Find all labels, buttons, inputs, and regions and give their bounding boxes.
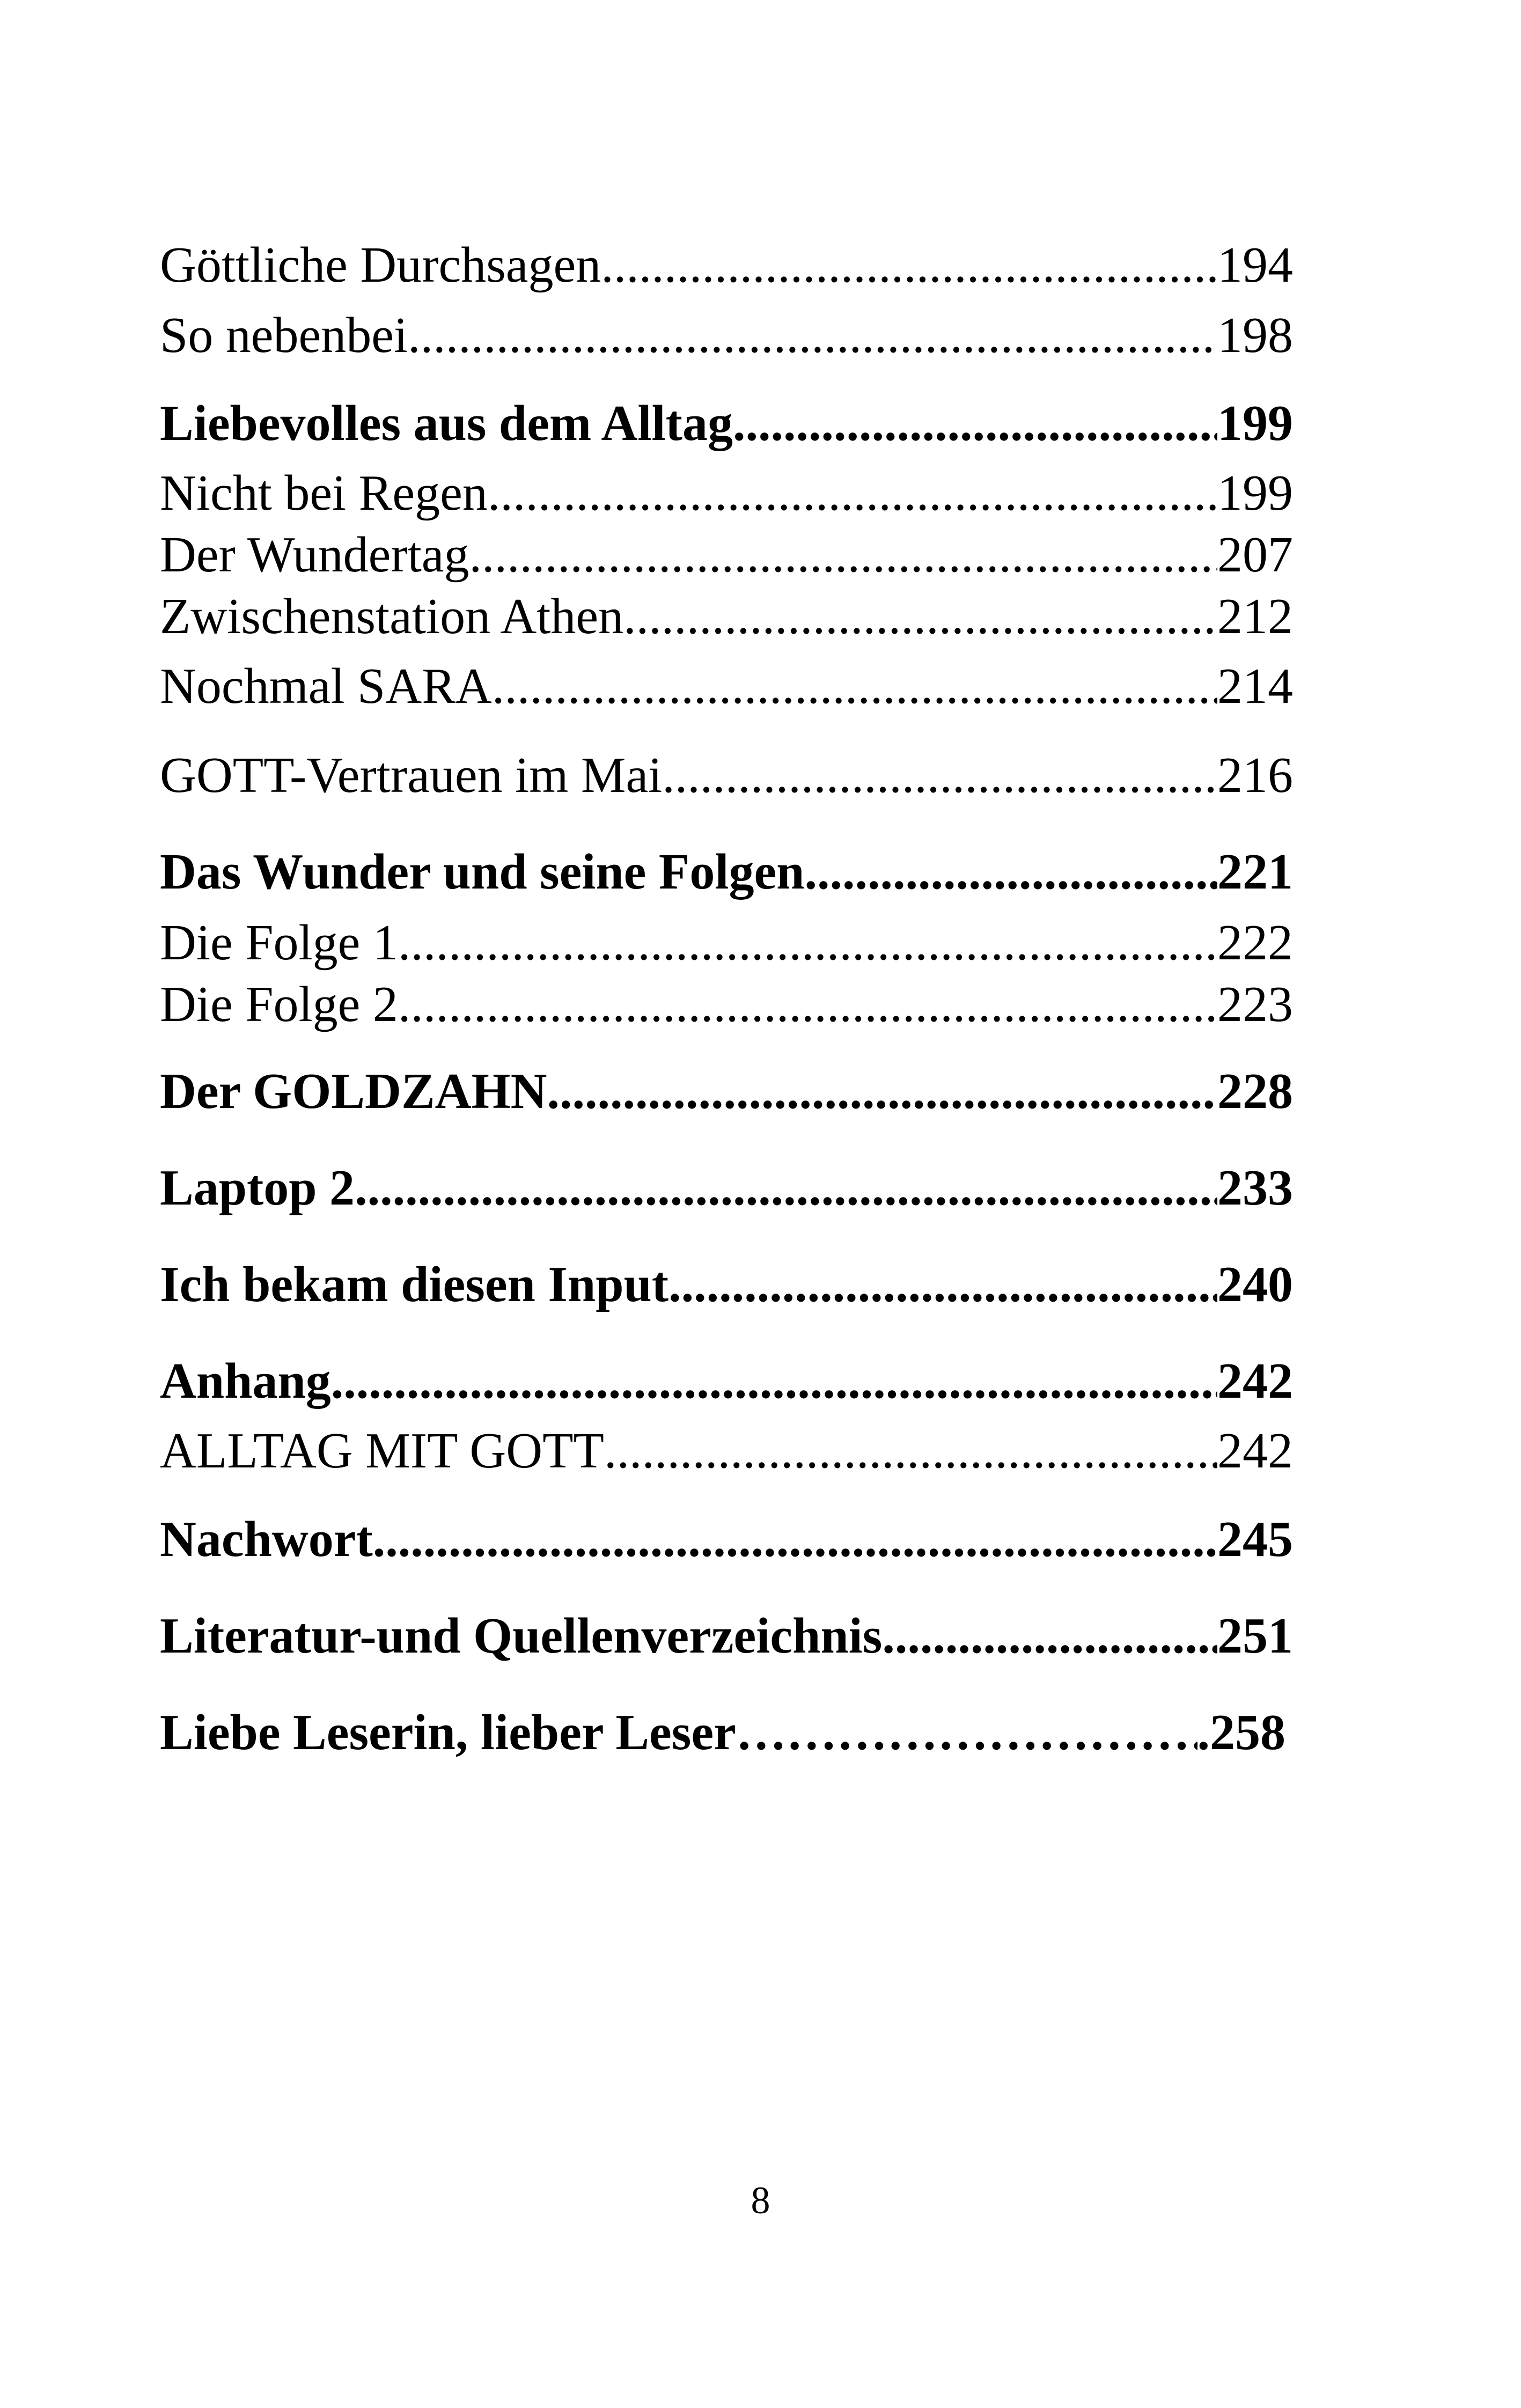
toc-entry-page: 207 [1217, 527, 1293, 583]
toc-entry [160, 1159, 1293, 1217]
dot-leader [488, 464, 1217, 522]
toc-entry-title: Das Wunder und seine Folgen [160, 844, 805, 900]
toc-entry-page: 216 [1217, 747, 1293, 803]
toc-entry-title: Göttliche Durchsagen [160, 237, 601, 293]
toc-entry-title: Die Folge 1 [160, 915, 398, 971]
toc-entry-title: Der GOLDZAHN [160, 1063, 547, 1119]
dot-leader [331, 1352, 1217, 1410]
toc-entry [160, 1704, 1285, 1761]
dot-leader [398, 975, 1217, 1033]
toc-entry [160, 1510, 1293, 1568]
toc-entry [160, 914, 1293, 972]
toc-entry-title: Nachwort [160, 1511, 373, 1567]
dot-leader [601, 236, 1217, 294]
toc-entry [160, 236, 1293, 294]
toc-entry-page: 214 [1217, 658, 1293, 714]
toc-entry-page: 222 [1217, 915, 1293, 971]
toc-entry-page: 228 [1217, 1063, 1293, 1119]
toc-entry [160, 843, 1293, 901]
dot-leader [373, 1510, 1217, 1568]
ellipsis-leader [736, 1704, 1197, 1761]
toc-entry [160, 464, 1293, 522]
toc-entry [160, 526, 1293, 584]
toc-entry [160, 1062, 1293, 1120]
toc-entry-title: GOTT-Vertrauen im Mai [160, 747, 663, 803]
toc-entry-title: Ich bekam diesen Input [160, 1257, 669, 1312]
toc-entry-page: 221 [1217, 844, 1293, 900]
toc-entry [160, 1352, 1293, 1410]
toc-entry [160, 1256, 1293, 1313]
toc-entry-title: ALLTAG MIT GOTT [160, 1423, 604, 1479]
toc-entry [160, 1607, 1293, 1665]
toc-entry-page: 245 [1217, 1511, 1293, 1567]
dot-leader [547, 1062, 1217, 1120]
toc-entry-page: 199 [1217, 465, 1293, 521]
toc-entry-title: Nochmal SARA [160, 658, 492, 714]
toc-entry [160, 975, 1293, 1033]
toc-entry-title: Laptop 2 [160, 1160, 355, 1216]
dot-leader [668, 1256, 1217, 1313]
toc-entry-page: 233 [1217, 1160, 1293, 1216]
dot-leader [469, 526, 1217, 584]
toc-entry-title: Anhang [160, 1353, 331, 1409]
toc-entry [160, 1422, 1293, 1480]
toc-entry-title: Literatur-und Quellenverzeichnis [160, 1608, 883, 1664]
dot-leader [398, 914, 1217, 972]
toc-entry-title: Die Folge 2 [160, 977, 398, 1032]
toc-entry [160, 746, 1293, 804]
toc-entry [160, 306, 1293, 364]
toc-entry-page: .258 [1197, 1705, 1285, 1760]
dot-leader [733, 394, 1217, 452]
toc-entry-title: Liebe Leserin, lieber Leser [160, 1705, 736, 1760]
toc-entry-page: 242 [1217, 1423, 1293, 1479]
toc-entry-page: 198 [1217, 307, 1293, 363]
toc-entry-page: 212 [1217, 589, 1293, 644]
toc-entry [160, 657, 1293, 715]
toc-entry [160, 588, 1293, 645]
dot-leader [408, 306, 1217, 364]
toc-entry-title: Zwischenstation Athen [160, 589, 624, 644]
toc-entry-page: 240 [1217, 1257, 1293, 1312]
toc-entry-page: 251 [1217, 1608, 1293, 1664]
toc-entry-page: 199 [1217, 395, 1293, 451]
page-number: 8 [751, 2179, 770, 2222]
dot-leader [604, 1422, 1217, 1480]
toc-entry-title: Liebevolles aus dem Alltag [160, 395, 733, 451]
dot-leader [492, 657, 1217, 715]
dot-leader [662, 746, 1217, 804]
toc-entry-page: 223 [1217, 977, 1293, 1032]
dot-leader [623, 588, 1217, 645]
toc-entry-page: 194 [1217, 237, 1293, 293]
toc-entry-title: Nicht bei Regen [160, 465, 488, 521]
toc-entry-title: Der Wundertag [160, 527, 469, 583]
dot-leader [882, 1607, 1217, 1665]
toc-entry [160, 394, 1293, 452]
toc-entry-title: So nebenbei [160, 307, 408, 363]
toc-entry-page: 242 [1217, 1353, 1293, 1409]
dot-leader [804, 843, 1217, 901]
dot-leader [355, 1159, 1217, 1217]
